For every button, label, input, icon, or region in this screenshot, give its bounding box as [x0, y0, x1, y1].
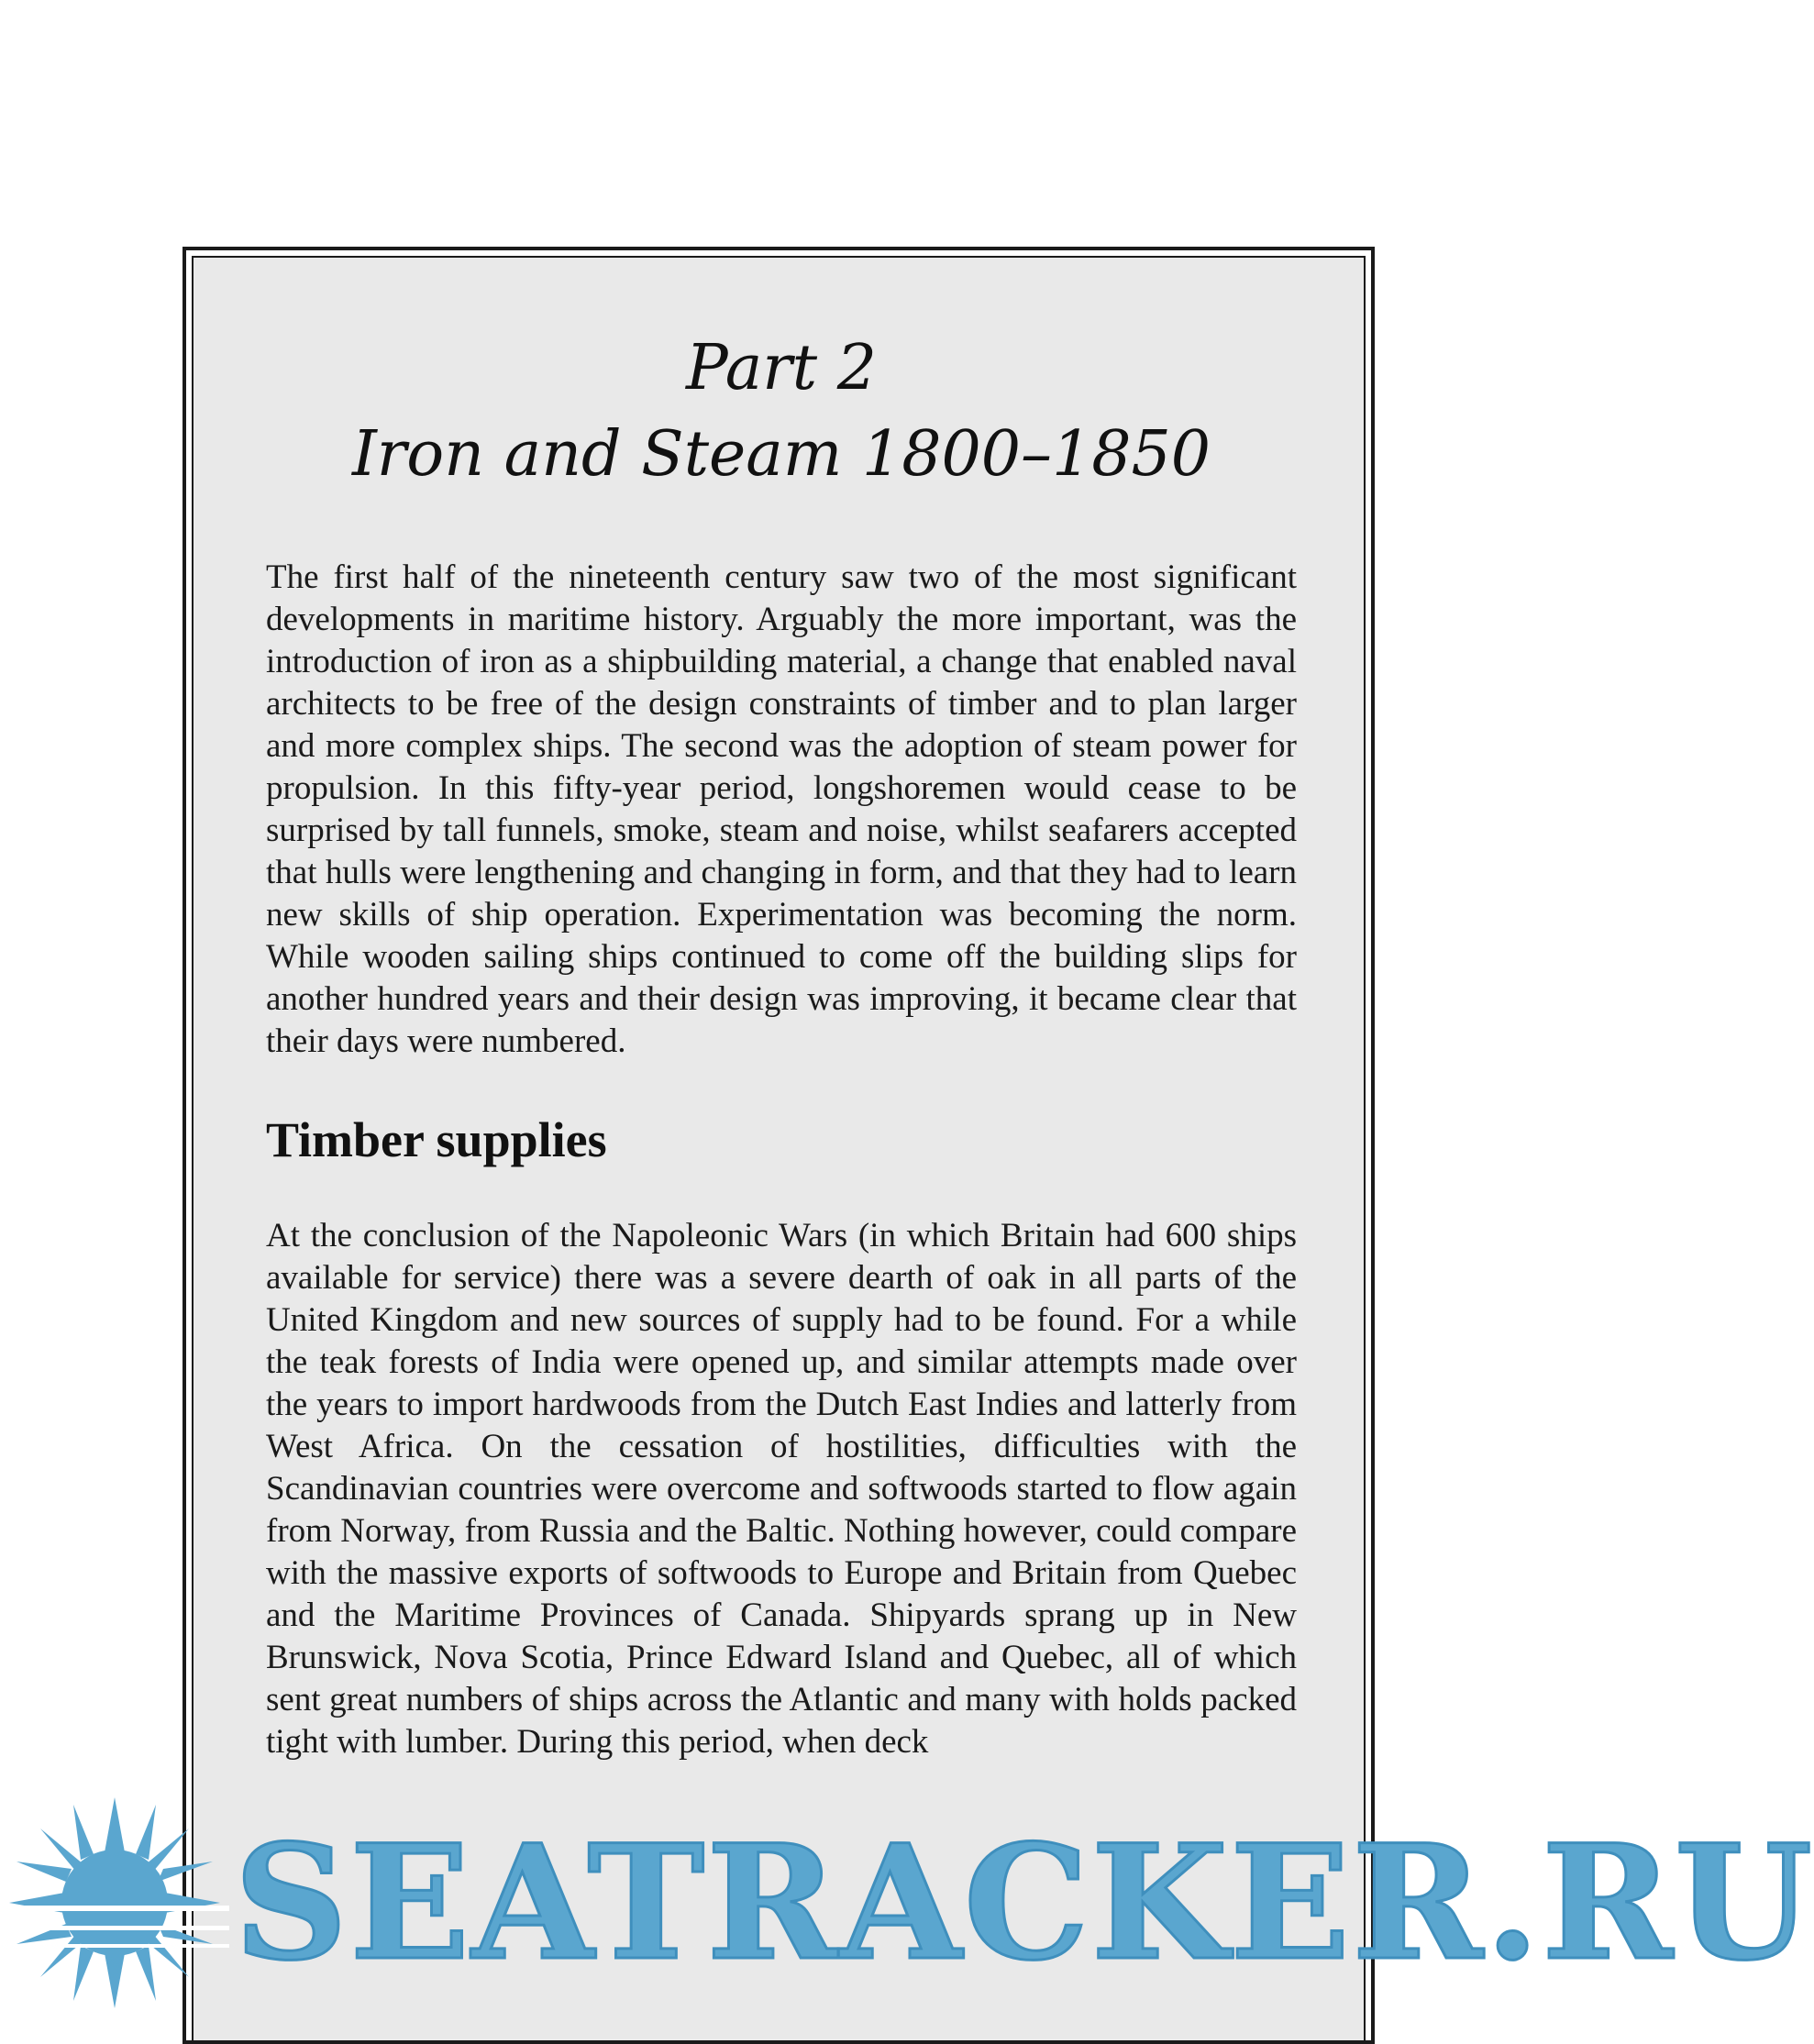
sun-logo-icon — [0, 1788, 229, 2017]
part-subtitle: Iron and Steam 1800–1850 — [351, 418, 1211, 491]
page-panel — [192, 256, 1366, 2040]
page-content — [266, 258, 1297, 1763]
intro-paragraph: The first half of the nineteenth century saw two of the most significant developments in maritime history. Arguably the more important, was the introduction of iron as a shipbuilding material, a change that enabled naval architects to be free of the design constraints of timber and to plan larger and more complex ships. The second was the adoption of steam power for propulsion. In this fifty-year period, longshoremen would cease to be surprised by tall funnels, smoke, steam and noise, whilst seafarers accepted that hulls were lengthening and changing in form, and that they had to learn new skills of ship operation. Experimentation was becoming the norm. While wooden sailing ships continued to come off the building slips for another hundred years and their design was improving, it became clear that their days were numbered. — [266, 558, 1297, 1060]
part-number: Part 2 — [686, 332, 877, 404]
part-title — [266, 326, 1297, 498]
section-heading: Timber supplies — [266, 1112, 607, 1167]
watermark — [0, 1788, 1814, 2017]
section-paragraph: At the conclusion of the Napoleonic Wars (in which Britain had 600 ships available for service) there was a severe dearth of oak in all parts of the United Kingdom and new sources of supply had to be found. For a while the teak forests of India were opened up, and similar attempts made over the years to import hardwoods from the Dutch East Indies and latterly from West Africa. On the cessation of hostilities, difficulties with the Scandinavian countries were overcome and softwoods started to flow again from Norway, from Russia and the Baltic. Nothing however, could compare with the massive exports of softwoods to Europe and Britain from Quebec and the Maritime Provinces of Canada. Shipyards sprang up in New Brunswick, Nova Scotia, Prince Edward Island and Quebec, all of which sent great numbers of ships across the Atlantic and many with holds packed tight with lumber. During this period, when deck — [266, 1217, 1297, 1761]
page-frame — [183, 247, 1375, 2044]
watermark-text: SEATRACKER.RU — [234, 1809, 1814, 1995]
